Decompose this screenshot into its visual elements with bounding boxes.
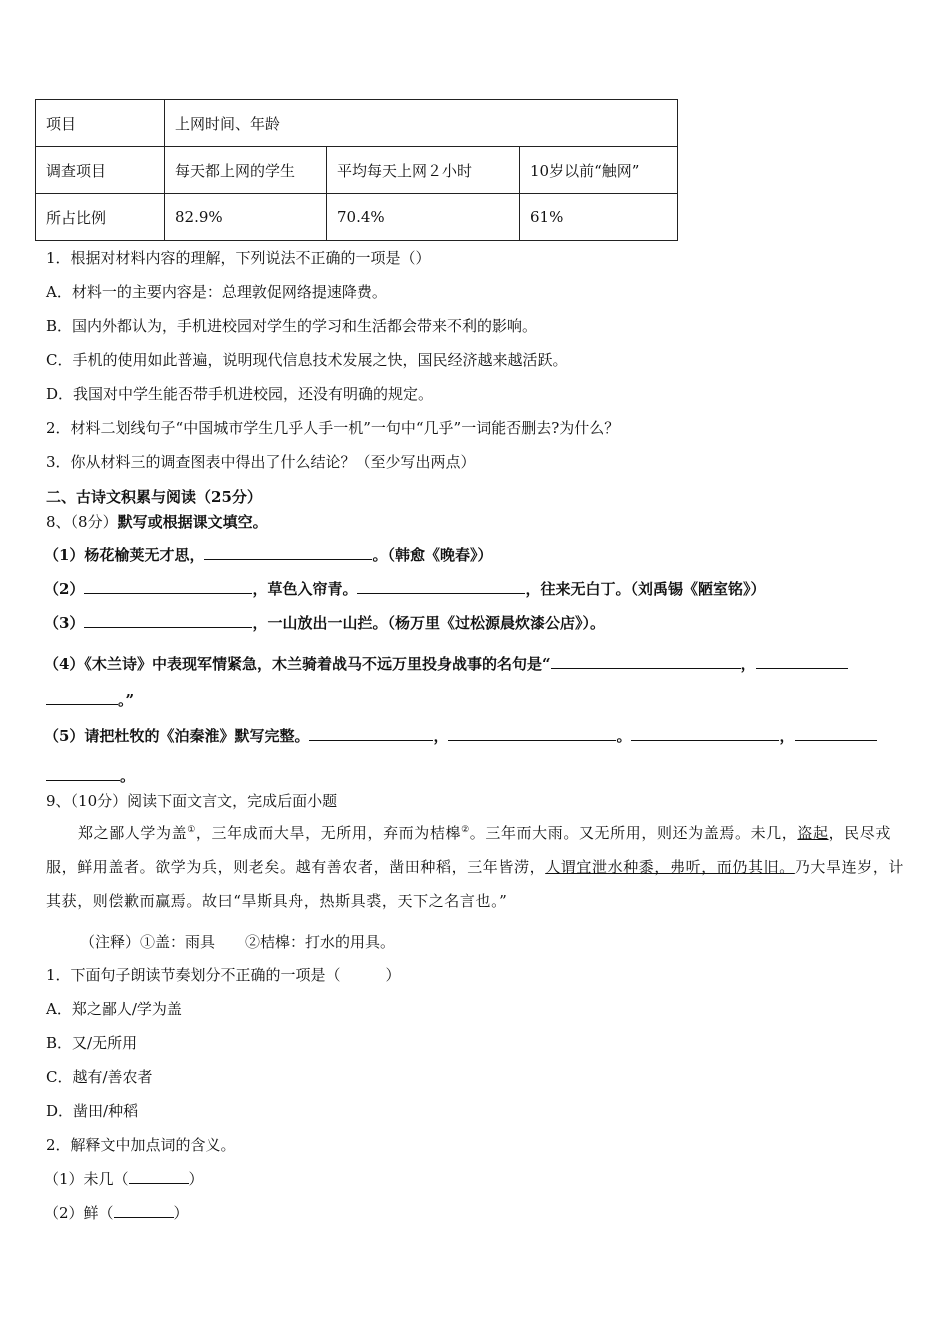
question-instruction: 默写或根据课文填空。: [117, 513, 268, 531]
answer-blank[interactable]: [204, 545, 372, 560]
fill-text: ，往来无白丁。（刘禹锡《陋室铭》）: [525, 580, 766, 598]
option-a: A．材料一的主要内容是：总理敦促网络提速降费。: [46, 283, 387, 301]
table-row: [36, 100, 678, 147]
footnote-marker: ②: [461, 825, 470, 835]
table-cell: 上网时间、年龄: [165, 100, 678, 147]
answer-blank[interactable]: [357, 579, 525, 594]
answer-blank[interactable]: [448, 726, 616, 741]
table-cell: 项目: [36, 100, 165, 147]
passage-text: ，: [781, 824, 798, 842]
question-3: 3．你从材料三的调查图表中得出了什么结论？（至少写出两点）: [46, 453, 476, 471]
question-2: 2．材料二划线句子“中国城市学生几乎人手一机”一句中“几乎”一词能否删去?为什么？: [46, 419, 620, 437]
survey-table: [35, 99, 678, 241]
passage-text: ，三年成而大旱，无所用，弃而为桔槔: [195, 824, 462, 842]
table-cell: 每天都上网的学生: [165, 147, 327, 194]
answer-blank[interactable]: [46, 766, 120, 781]
answer-blank[interactable]: [551, 654, 741, 669]
fill-text: ，草色入帘青。: [252, 580, 358, 598]
fill-text: ，一山放出一山拦。（杨万里《过松源晨炊漆公店》）。: [252, 614, 605, 632]
fill-text: （3）: [44, 614, 85, 632]
answer-blank[interactable]: [84, 613, 252, 628]
table-cell: 61%: [520, 194, 678, 241]
answer-blank[interactable]: [631, 726, 779, 741]
option-c: C．越有/善农者: [46, 1068, 153, 1086]
fill-text: （5）请把杜牧的《泊秦淮》默写完整。: [44, 727, 310, 745]
table-cell: 调查项目: [36, 147, 165, 194]
definition-close: ）: [173, 1204, 189, 1222]
answer-blank[interactable]: [46, 690, 118, 705]
underlined-sentence: 人谓宜泄水种黍，弗听，而仍其旧。: [545, 858, 795, 876]
question-9-heading: 9、（10分）阅读下面文言文，完成后面小题: [46, 792, 338, 810]
table-cell: 平均每天上网２小时: [327, 147, 520, 194]
option-d: D．我国对中学生能否带手机进校园，还没有明确的规定。: [46, 385, 434, 403]
table-row: [36, 194, 678, 241]
option-b: B．国内外都认为，手机进校园对学生的学习和生活都会带来不利的影响。: [46, 317, 538, 335]
passage-text: ，民尽戎服，鲜用盖者。欲学为兵，则老矣。越有善农者，凿田种稻，三年皆涝，: [46, 824, 891, 876]
fill-text: ，: [779, 727, 795, 745]
passage-text: 乃大旱连岁，计其获，则偿歉而赢焉。故曰“旱斯具舟，热斯具裘，天下之名言也。”: [46, 858, 905, 910]
table-cell: 82.9%: [165, 194, 327, 241]
question-1-stem: 1．根据对材料内容的理解，下列说法不正确的一项是（）: [46, 249, 431, 267]
table-cell: 所占比例: [36, 194, 165, 241]
answer-blank[interactable]: [309, 726, 433, 741]
option-d: D．凿田/种稻: [46, 1102, 139, 1120]
fill-item-5: [44, 716, 904, 796]
answer-blank[interactable]: [129, 1169, 189, 1184]
fill-text: 。”: [118, 691, 135, 709]
footnote-marker: ①: [187, 825, 196, 835]
fill-text: （2）: [44, 580, 85, 598]
passage-text: 。三年而大雨。又无所用，则还为盖焉。: [469, 824, 751, 842]
answer-blank[interactable]: [795, 726, 877, 741]
classical-passage: [46, 813, 908, 918]
question-8-heading: [46, 511, 268, 532]
option-a: A．郑之鄙人/学为盖: [46, 1000, 182, 1018]
question-number: 8、（8分）: [46, 513, 118, 531]
option-b: B．又/无所用: [46, 1034, 138, 1052]
fill-text: 。（韩愈《晚春》）: [372, 546, 493, 564]
answer-blank[interactable]: [114, 1203, 174, 1218]
fill-item-4: [44, 646, 904, 718]
passage-text: 郑之鄙人学为盖: [78, 824, 188, 842]
option-c: C．手机的使用如此普遍，说明现代信息技术发展之快，国民经济越来越活跃。: [46, 351, 568, 369]
fill-item-3: [44, 612, 605, 633]
section-heading: 二、古诗文积累与阅读（25分）: [46, 488, 262, 506]
sub-question-2-stem: 2．解释文中加点词的含义。: [46, 1136, 236, 1154]
table-cell: 70.4%: [327, 194, 520, 241]
dotted-word: 未几: [750, 824, 782, 842]
answer-blank[interactable]: [756, 654, 848, 669]
fill-text: 。: [616, 727, 632, 745]
table-row: [36, 147, 678, 194]
fill-text: （4）《木兰诗》中表现军情紧急，木兰骑着战马不远万里投身战事的名句是“: [44, 655, 551, 673]
underlined-phrase: 盗起: [797, 824, 829, 842]
definition-item-2: [44, 1202, 189, 1223]
fill-text: ，: [433, 727, 449, 745]
fill-text: ，: [740, 655, 756, 673]
definition-label: （2）鲜（: [44, 1204, 114, 1222]
annotation-note: （注释）①盖：雨具 ②桔槔：打水的用具。: [80, 933, 396, 951]
fill-item-1: [44, 544, 492, 565]
sub-question-1-stem: 1．下面句子朗读节奏划分不正确的一项是（ ）: [46, 966, 401, 984]
definition-label: （1）未几（: [44, 1170, 129, 1188]
definition-close: ）: [188, 1170, 204, 1188]
answer-blank[interactable]: [84, 579, 252, 594]
definition-item-1: [44, 1168, 204, 1189]
fill-text: （1）杨花榆荚无才思，: [44, 546, 205, 564]
fill-text: 。: [120, 767, 136, 785]
table-cell: 10岁以前“触网”: [520, 147, 678, 194]
fill-item-2: [44, 578, 765, 599]
